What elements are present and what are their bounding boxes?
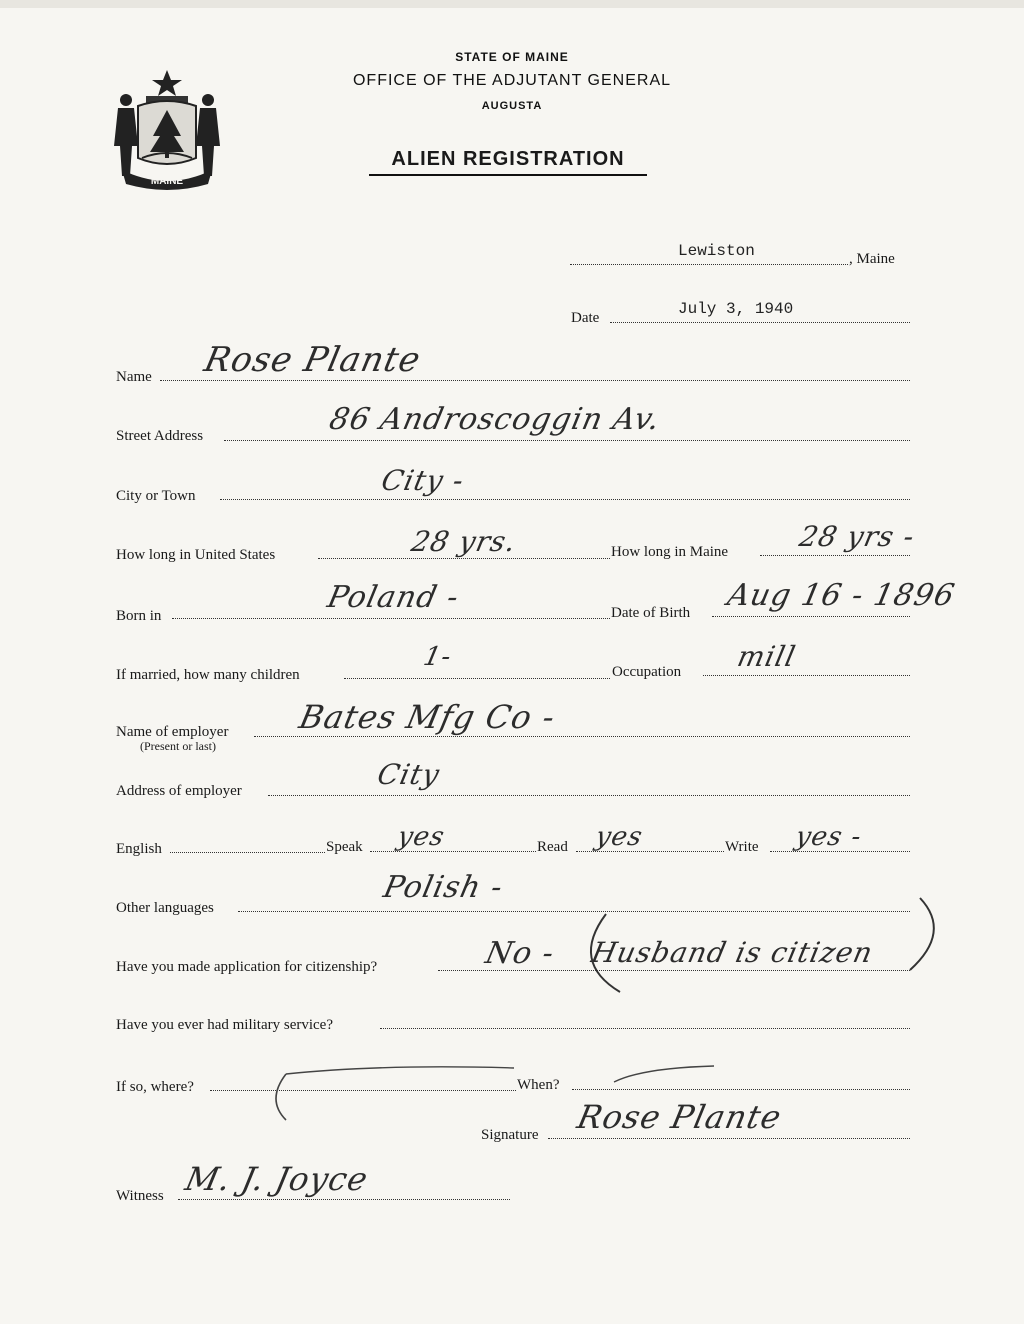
state-heading: STATE OF MAINE — [455, 50, 569, 64]
where-label: If so, where? — [116, 1079, 194, 1095]
english-label: English — [116, 841, 162, 857]
employer-sublabel: (Present or last) — [140, 739, 216, 753]
military-label: Have you ever had military service? — [116, 1017, 333, 1033]
svg-text:MAINE: MAINE — [150, 176, 184, 187]
citizenship-value: No - — [482, 936, 558, 971]
name-line — [160, 380, 910, 381]
witness-label: Witness — [116, 1188, 164, 1204]
years-us-label: How long in United States — [116, 547, 276, 563]
office-heading: OFFICE OF THE ADJUTANT GENERAL — [352, 72, 672, 89]
military-line — [380, 1028, 910, 1029]
write-value: yes - — [792, 822, 865, 852]
signature-label: Signature — [481, 1127, 539, 1143]
date-line — [610, 322, 910, 323]
witness-value: M. J. Joyce — [181, 1160, 372, 1198]
street-line — [224, 440, 910, 441]
location-value: Lewiston — [678, 242, 755, 260]
location-line — [570, 264, 848, 265]
city-heading: AUGUSTA — [481, 100, 543, 112]
name-label: Name — [116, 369, 152, 385]
speak-label: Speak — [326, 839, 363, 855]
name-value: Rose Plante — [200, 340, 425, 380]
occupation-line — [703, 675, 910, 676]
dob-value: Aug 16 - 1896 — [724, 578, 959, 613]
title-underline — [369, 174, 647, 176]
other-languages-label: Other languages — [116, 900, 214, 916]
read-value: yes — [592, 822, 646, 852]
children-line — [344, 678, 610, 679]
citizenship-note: Husband is citizen — [588, 936, 877, 969]
city-label: City or Town — [116, 488, 196, 504]
occupation-value: mill — [734, 640, 799, 673]
when-label: When? — [517, 1077, 560, 1093]
signature-line — [548, 1138, 910, 1139]
english-line — [170, 852, 325, 853]
years-maine-line — [760, 555, 910, 556]
born-in-value: Poland - — [324, 580, 463, 615]
employer-address-label: Address of employer — [116, 783, 242, 799]
born-in-line — [172, 618, 610, 619]
children-value: 1- — [420, 642, 455, 672]
years-maine-label: How long in Maine — [611, 544, 729, 560]
citizenship-label: Have you made application for citizenship? — [116, 959, 378, 975]
employer-label: Name of employer — [116, 724, 229, 740]
employer-address-value: City — [374, 758, 443, 791]
write-label: Write — [725, 839, 759, 855]
other-languages-value: Polish - — [380, 870, 507, 905]
date-label: Date — [571, 310, 600, 326]
street-value: 86 Androscoggin Av. — [326, 402, 664, 437]
form-title: ALIEN REGISTRATION — [391, 148, 625, 170]
signature-value: Rose Plante — [573, 1098, 786, 1136]
years-us-line — [318, 558, 610, 559]
scan-edge — [0, 0, 1024, 8]
witness-line — [178, 1199, 510, 1200]
citizenship-bracket-mark — [560, 892, 944, 1004]
street-label: Street Address — [116, 428, 204, 444]
employer-address-line — [268, 795, 910, 796]
years-maine-value: 28 yrs - — [796, 520, 918, 553]
employer-value: Bates Mfg Co - — [295, 698, 560, 736]
occupation-label: Occupation — [612, 664, 682, 680]
city-value: City - — [378, 464, 468, 497]
dob-label: Date of Birth — [611, 605, 691, 621]
children-label: If married, how many children — [116, 667, 300, 683]
years-us-value: 28 yrs. — [408, 525, 520, 558]
date-value: July 3, 1940 — [678, 300, 794, 318]
read-label: Read — [537, 839, 568, 855]
city-line — [220, 499, 910, 500]
speak-value: yes — [394, 822, 448, 852]
location-suffix: , Maine — [849, 251, 895, 267]
employer-line — [254, 736, 910, 737]
born-in-label: Born in — [116, 608, 162, 624]
dob-line — [712, 616, 910, 617]
